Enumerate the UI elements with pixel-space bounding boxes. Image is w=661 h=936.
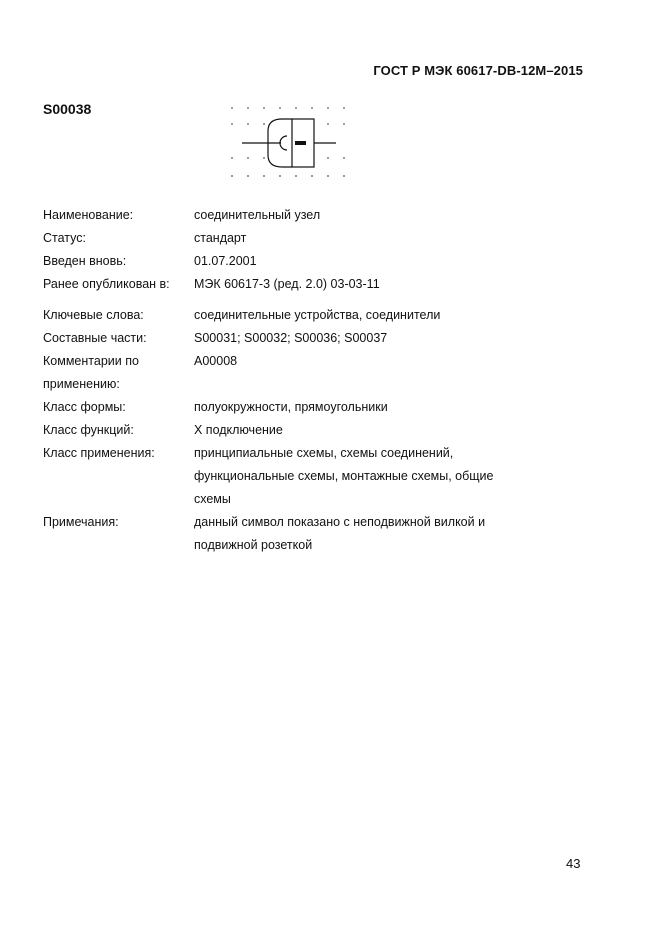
pin-block (295, 141, 306, 145)
field-value: МЭК 60617-3 (ред. 2.0) 03-03-11 (194, 277, 380, 291)
attribute-list (43, 204, 563, 557)
field-label: Наименование: (43, 208, 134, 222)
field-value: A00008 (194, 354, 238, 368)
field-application-class (43, 442, 563, 511)
field-shape-class (43, 396, 563, 419)
field-label: Составные части: (43, 331, 147, 345)
connector-plug-socket-symbol (224, 100, 356, 184)
field-value: соединительные устройства, соединители (194, 308, 441, 322)
connector-outline (242, 119, 336, 167)
field-value: X подключение (194, 423, 283, 437)
field-value: соединительный узел (194, 208, 321, 222)
field-label: Класс применения: (43, 446, 155, 460)
field-published (43, 273, 563, 296)
field-value: принципиальные схемы, схемы соединений, функциональные схемы, монтажные схемы, общие схемы (194, 446, 494, 506)
page-number: 43 (566, 856, 581, 871)
field-label: Класс формы: (43, 400, 126, 414)
field-keywords (43, 304, 563, 327)
field-comments (43, 350, 563, 396)
field-label: Ранее опубликован в: (43, 277, 170, 291)
field-label: Комментарии по применению: (43, 354, 139, 391)
field-value: S00031; S00032; S00036; S00037 (194, 331, 388, 345)
field-label: Примечания: (43, 515, 119, 529)
field-parts (43, 327, 563, 350)
field-function-class (43, 419, 563, 442)
field-value: данный символ показано с неподвижной вилкой и подвижной розеткой (194, 515, 486, 552)
symbol-code: S00038 (43, 101, 92, 117)
document-header: ГОСТ Р МЭК 60617-DB-12M–2015 (373, 63, 583, 78)
field-value: полуокружности, прямоугольники (194, 400, 388, 414)
field-value: 01.07.2001 (194, 254, 257, 268)
field-label: Ключевые слова: (43, 308, 144, 322)
field-label: Введен вновь: (43, 254, 127, 268)
field-status (43, 227, 563, 250)
field-value: стандарт (194, 231, 247, 245)
field-label: Класс функций: (43, 423, 134, 437)
field-label: Статус: (43, 231, 86, 245)
field-introduced (43, 250, 563, 273)
field-notes (43, 511, 563, 557)
field-name (43, 204, 563, 227)
